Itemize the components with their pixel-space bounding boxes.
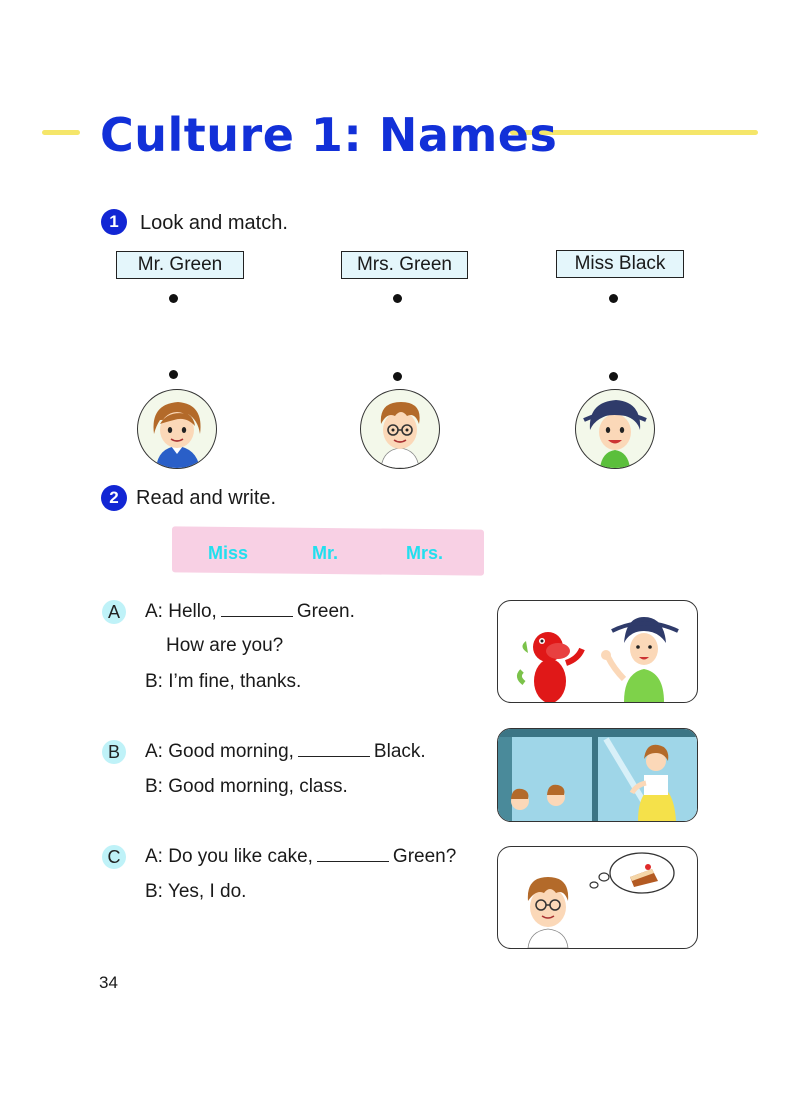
- dialogue-b-line-1-before: A: Good morning,: [145, 741, 294, 762]
- girl-portrait: [137, 389, 217, 469]
- match-dot-top-1[interactable]: [169, 294, 178, 303]
- dialogue-b-blank[interactable]: [298, 742, 370, 757]
- page-title: Culture 1: Names: [100, 108, 558, 162]
- dialogue-c-line-2: B: Yes, I do.: [145, 881, 247, 902]
- section-2-instruction: Read and write.: [136, 487, 277, 509]
- classroom-scene-icon: [498, 729, 697, 821]
- dialogue-a-line-1-before: A: Hello,: [145, 601, 217, 622]
- section-1-instruction: Look and match.: [140, 212, 288, 234]
- section-2-number: 2: [101, 485, 127, 511]
- match-dot-top-2[interactable]: [393, 294, 402, 303]
- dialogue-a-illustration: [497, 600, 698, 703]
- word-bank-mrs: Mrs.: [406, 543, 444, 563]
- dialogue-a-blank[interactable]: [221, 602, 293, 617]
- boy-portrait: [360, 389, 440, 469]
- title-decor-left: [42, 130, 80, 135]
- dialogue-a-line-3: B: I’m fine, thanks.: [145, 671, 302, 692]
- dialogue-a-line-2: How are you?: [166, 635, 284, 656]
- match-dot-bottom-1[interactable]: [169, 370, 178, 379]
- word-bank-miss: Miss: [208, 543, 249, 563]
- section-1-number: 1: [101, 209, 127, 235]
- dinosaur-and-woman-icon: [498, 601, 697, 702]
- dialogue-b-letter: B: [102, 740, 126, 764]
- dialogue-c-blank[interactable]: [317, 847, 389, 862]
- dialogue-b-illustration: [497, 728, 698, 822]
- dialogue-b-line-1: [145, 741, 426, 763]
- dialogue-c-letter: C: [102, 845, 126, 869]
- name-box-mr-green[interactable]: Mr. Green: [116, 251, 244, 279]
- dialogue-c-line-1: [145, 846, 456, 868]
- dialogue-a-line-1-after: Green.: [296, 601, 355, 622]
- page-number: 34: [99, 973, 118, 992]
- girl-face-icon: [138, 390, 216, 468]
- boy-face-icon: [361, 390, 439, 468]
- dialogue-b-line-2: B: Good morning, class.: [145, 776, 348, 797]
- dialogue-a-letter: A: [102, 600, 126, 624]
- dialogue-b-line-1-after: Black.: [373, 741, 426, 762]
- match-dot-bottom-3[interactable]: [609, 372, 618, 381]
- boy-thinking-cake-icon: [498, 847, 697, 948]
- dialogue-c-illustration: [497, 846, 698, 949]
- word-bank-mr: Mr.: [312, 543, 339, 563]
- name-box-miss-black[interactable]: Miss Black: [556, 250, 684, 278]
- dialogue-c-line-1-before: A: Do you like cake,: [145, 846, 313, 867]
- name-box-mrs-green[interactable]: Mrs. Green: [341, 251, 468, 279]
- woman-portrait: [575, 389, 655, 469]
- match-dot-top-3[interactable]: [609, 294, 618, 303]
- dialogue-c-line-1-after: Green?: [392, 846, 457, 867]
- woman-face-icon: [576, 390, 654, 468]
- match-dot-bottom-2[interactable]: [393, 372, 402, 381]
- dialogue-a-line-1: [145, 601, 355, 623]
